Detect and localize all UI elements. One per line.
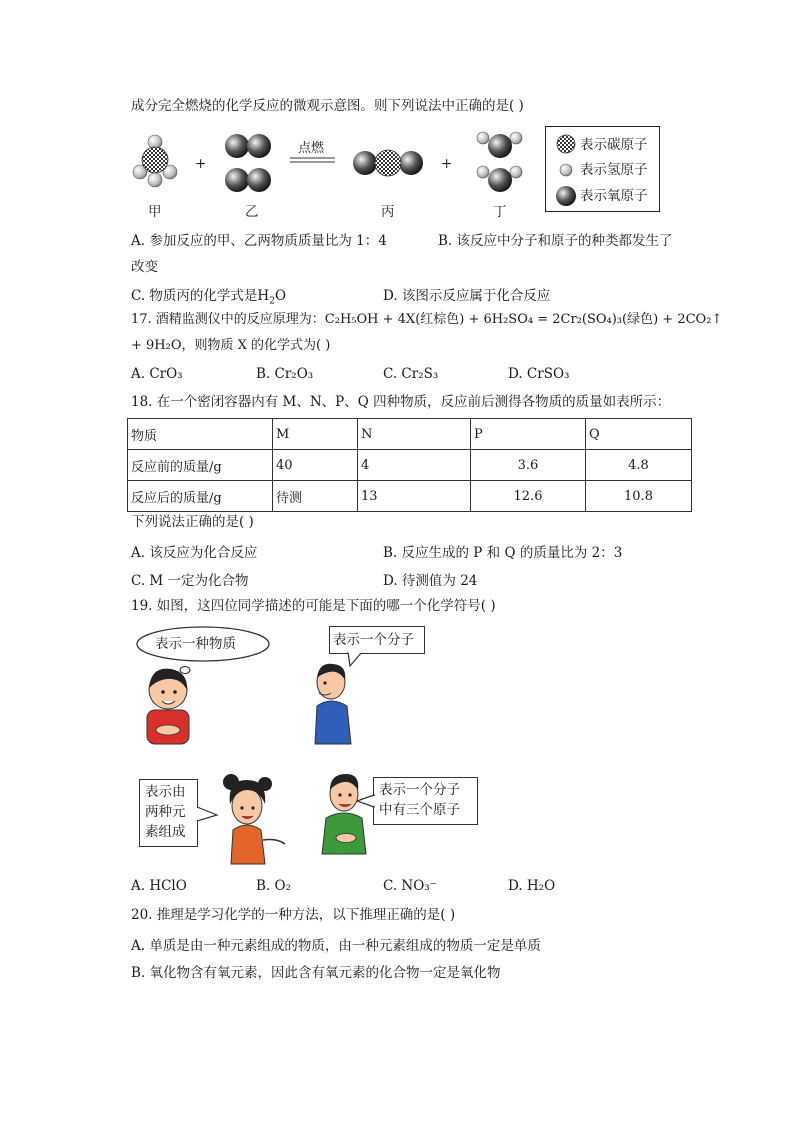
- q18-stem: 18. 在一个密闭容器内有 M、N、P、Q 四种物质，反应前后测得各物质的质量如表所示：: [131, 394, 671, 410]
- label-jia: 甲: [148, 204, 162, 220]
- table-cell: 4.8: [586, 450, 692, 481]
- table-header-cell: 物质: [128, 419, 273, 450]
- legend-icons: [554, 132, 578, 208]
- q20-stem: 20. 推理是学习化学的一种方法，以下推理正确的是( ): [131, 907, 456, 923]
- table-cell: 3.6: [471, 450, 586, 481]
- molecule-jia: [133, 135, 177, 187]
- molecule-ding: [477, 132, 522, 192]
- plus-sign-1: +: [195, 156, 207, 172]
- q17-option-d: D. CrSO₃: [508, 366, 570, 382]
- q20-option-b: B. 氧化物含有氧元素，因此含有氧元素的化合物一定是氧化物: [131, 965, 501, 981]
- q19-option-d: D. H₂O: [508, 878, 556, 894]
- table-header-row: [128, 419, 692, 450]
- student-2-figure: [303, 656, 363, 746]
- q16-intro: 成分完全燃烧的化学反应的微观示意图。则下列说法中正确的是( ): [131, 98, 524, 114]
- student-4-figure: [316, 766, 376, 856]
- q17-stem-line1: 17. 酒精监测仪中的反应原理为：C₂H₅OH + 4X(红棕色) + 6H₂SO₄ = 2Cr₂(SO₄)₃(绿色) + 2CO₂↑: [131, 312, 723, 327]
- speech-bubble-2: 表示一个分子: [329, 626, 425, 654]
- plus-sign-2: +: [441, 156, 453, 172]
- q16-option-c: C. 物质丙的化学式是$H_2O$: [131, 288, 287, 307]
- speech-bubble-3: [139, 779, 198, 847]
- bubble3-line: 两种元: [145, 804, 186, 820]
- table-cell: 反应后的质量/g: [128, 481, 273, 512]
- q16-option-a: A. 参加反应的甲、乙两物质质量比为 1：4: [131, 233, 387, 249]
- table-cell: 40: [273, 450, 358, 481]
- table-cell: 4: [358, 450, 471, 481]
- reaction-diagram: [125, 122, 545, 232]
- reaction-condition: 点燃: [298, 141, 325, 156]
- table-cell: 13: [358, 481, 471, 512]
- table-cell: 12.6: [471, 481, 586, 512]
- q16-option-d: D. 该图示反应属于化合反应: [383, 288, 551, 304]
- legend-hydrogen: 表示氢原子: [580, 162, 648, 178]
- table-header-cell: P: [471, 419, 586, 450]
- q17-option-b: B. Cr₂O₃: [256, 366, 314, 382]
- bubble4-line: 中有三个原子: [379, 802, 460, 818]
- q16-option-b: B. 该反应中分子和原子的种类都发生了: [438, 233, 673, 249]
- q18-option-c: C. M 一定为化合物: [131, 573, 249, 589]
- table-header-cell: Q: [586, 419, 692, 450]
- table-cell: 待测: [273, 481, 358, 512]
- label-ding: 丁: [493, 204, 507, 220]
- carbon-atom-icon: [557, 135, 575, 153]
- label-bing: 丙: [381, 204, 395, 220]
- molecule-yi: [225, 134, 271, 192]
- q18-mass-table: [127, 418, 692, 512]
- bubble-text-1: 表示一种物质: [155, 636, 236, 652]
- molecule-bing: [353, 150, 423, 176]
- q17-option-a: A. CrO₃: [131, 366, 183, 382]
- q19-option-a: A. HClO: [131, 878, 187, 894]
- bubble3-line: 素组成: [145, 824, 186, 840]
- q17-stem-line2: + 9H₂O，则物质 X 的化学式为( ): [131, 338, 331, 353]
- speech-tail-4: [357, 793, 375, 811]
- q19-option-c: C. NO₃⁻: [383, 878, 437, 894]
- legend-carbon: 表示碳原子: [580, 137, 648, 153]
- hydrogen-atom-icon: [560, 164, 572, 176]
- label-yi: 乙: [245, 204, 259, 220]
- atom-legend: [545, 126, 660, 212]
- bubble4-line: 表示一个分子: [379, 782, 460, 798]
- table-cell: 反应前的质量/g: [128, 450, 273, 481]
- oxygen-atom-icon: [556, 186, 576, 206]
- q17-option-c: C. Cr₂S₃: [383, 366, 439, 382]
- student-1-figure: [133, 660, 203, 745]
- q18-option-d: D. 待测值为 24: [383, 573, 478, 589]
- table-row: [128, 481, 692, 512]
- q16-option-b-cont: 改变: [131, 259, 158, 275]
- bubble3-line: 表示由: [145, 784, 186, 800]
- table-header-cell: N: [358, 419, 471, 450]
- q20-option-a: A. 单质是由一种元素组成的物质，由一种元素组成的物质一定是单质: [131, 938, 541, 954]
- table-cell: 10.8: [586, 481, 692, 512]
- q18-follow: 下列说法正确的是( ): [131, 514, 254, 530]
- legend-oxygen: 表示氧原子: [580, 188, 648, 204]
- q19-stem: 19. 如图，这四位同学描述的可能是下面的哪一个化学符号( ): [131, 598, 496, 614]
- q18-option-b: B. 反应生成的 P 和 Q 的质量比为 2：3: [383, 545, 623, 561]
- table-row: [128, 450, 692, 481]
- speech-bubble-4: [373, 777, 478, 825]
- student-3-figure: [213, 768, 293, 866]
- table-header-cell: M: [273, 419, 358, 450]
- q18-option-a: A. 该反应为化合反应: [131, 545, 258, 561]
- q19-option-b: B. O₂: [256, 878, 291, 894]
